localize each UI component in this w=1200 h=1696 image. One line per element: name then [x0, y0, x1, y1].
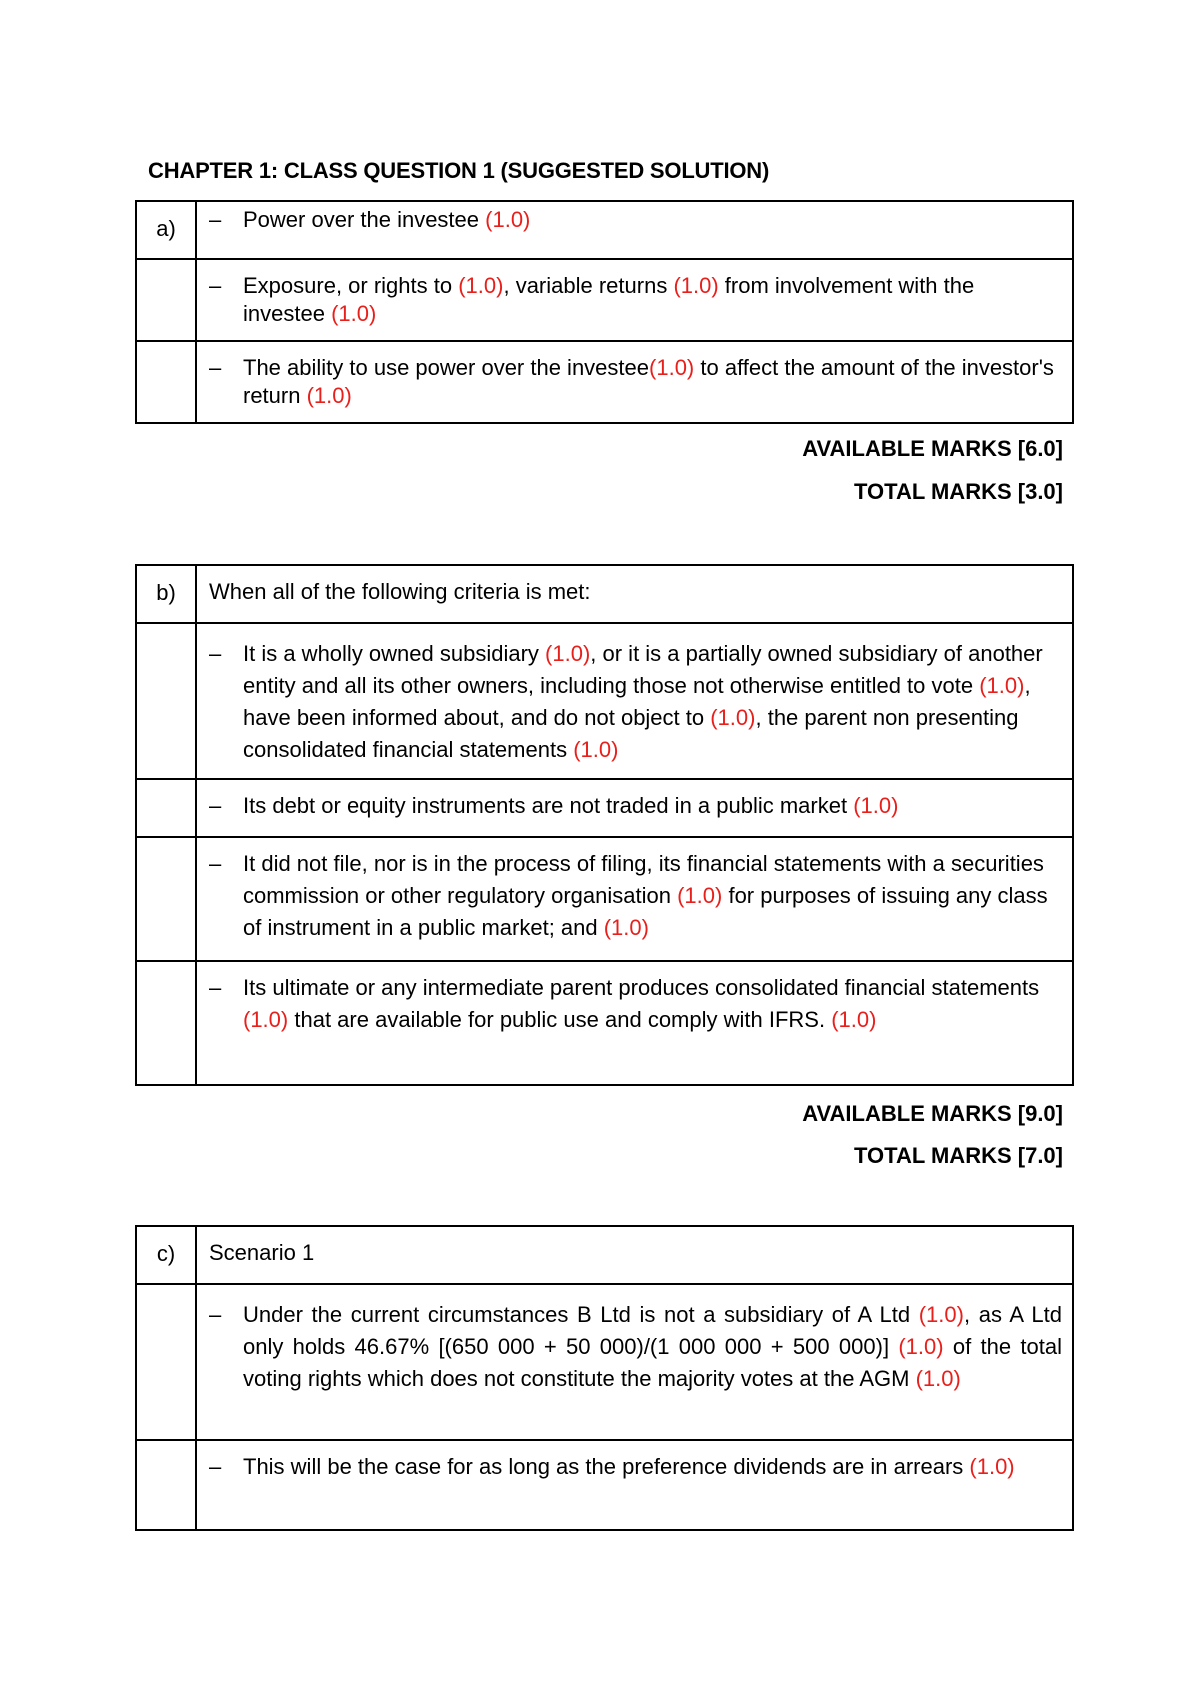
text-segment: of the total voting rights which does not constitute the majority votes at the AGM: [243, 1334, 1062, 1391]
mark-value: (1.0): [573, 737, 619, 762]
section-c-row-1: [136, 1284, 1073, 1440]
section-c-table: [135, 1225, 1074, 1531]
section-b-item-1: [196, 623, 1073, 779]
text-segment: , as A Ltd only holds 46.67% [(650 000 + 50 000)/(1 000 000 + 500 000)]: [243, 1302, 1063, 1359]
section-a-item-2: [196, 259, 1073, 341]
section-a-item-1: [196, 201, 1073, 259]
section-b-item-2-text: [243, 790, 898, 822]
section-b-table: [135, 564, 1074, 1086]
section-a-row-2: [136, 259, 1073, 341]
dash: –: [209, 355, 222, 380]
section-a-row-1: [136, 201, 1073, 259]
dash: –: [209, 975, 222, 1000]
mark-value: (1.0): [306, 383, 352, 408]
text-segment: that are available for public use and comply with IFRS.: [288, 1007, 832, 1032]
mark-value: (1.0): [915, 1366, 961, 1391]
section-a-table: [135, 200, 1074, 424]
mark-value: (1.0): [979, 673, 1025, 698]
dash: –: [209, 207, 222, 232]
section-b-row-3: [136, 837, 1073, 961]
text-segment: for purposes of issuing any class of instrument in a public market; and: [243, 883, 1048, 940]
section-c-item-2: [196, 1440, 1073, 1530]
section-b-item-1-text: [243, 638, 1062, 766]
section-a-row-3: [136, 341, 1073, 423]
text-segment: Under the current circumstances B Ltd is not a subsidiary of A Ltd: [243, 1302, 919, 1327]
section-a-available-marks: AVAILABLE MARKS [6.0]: [802, 436, 1063, 461]
text-segment: Exposure, or rights to: [243, 273, 459, 298]
text-segment: It did not file, nor is in the process of filing, its financial statements with a securities commission or other regulatory organisation: [243, 851, 1044, 908]
section-a-item-1-text: [243, 204, 530, 236]
section-a-item-3-text: [243, 354, 1062, 410]
section-a-label: a): [136, 201, 196, 259]
mark-value: (1.0): [831, 1007, 877, 1032]
section-b-item-4-text: [243, 972, 1062, 1036]
section-c-item-2-text: [243, 1451, 1015, 1483]
section-b-row-2: [136, 779, 1073, 837]
section-c-item-1: [196, 1284, 1073, 1440]
text-segment: from involvement with the investee: [243, 273, 975, 326]
section-b-row-4: [136, 961, 1073, 1085]
section-b-item-2: [196, 779, 1073, 837]
text-segment: Its debt or equity instruments are not traded in a public market: [243, 793, 854, 818]
section-a-item-2-text: [243, 272, 1062, 328]
section-b-label: b): [136, 565, 196, 623]
dash: –: [209, 273, 222, 298]
text-segment: The ability to use power over the investee: [243, 355, 650, 380]
text-segment: Power over the investee: [243, 207, 486, 232]
section-a-item-3: [196, 341, 1073, 423]
mark-value: (1.0): [649, 355, 695, 380]
dash: –: [209, 1454, 222, 1479]
mark-value: (1.0): [458, 273, 504, 298]
text-segment: , variable returns: [503, 273, 674, 298]
mark-value: (1.0): [243, 1007, 289, 1032]
section-c-item-1-text: [243, 1299, 1062, 1395]
text-segment: , or it is a partially owned subsidiary of another entity and all its other owners, including those not otherwise entitled to vote: [243, 641, 1043, 698]
section-c-label: c): [136, 1226, 196, 1284]
mark-value: (1.0): [545, 641, 591, 666]
mark-value: (1.0): [603, 915, 649, 940]
section-a-total-marks: TOTAL MARKS [3.0]: [853, 479, 1063, 504]
mark-value: (1.0): [331, 301, 377, 326]
mark-value: (1.0): [898, 1334, 944, 1359]
mark-value: (1.0): [969, 1454, 1015, 1479]
mark-value: (1.0): [673, 273, 719, 298]
section-b-total-marks: TOTAL MARKS [7.0]: [853, 1143, 1063, 1168]
mark-value: (1.0): [853, 793, 899, 818]
text-segment: Its ultimate or any intermediate parent produces consolidated financial statements: [243, 975, 1040, 1000]
section-c-row-2: [136, 1440, 1073, 1530]
text-segment: , have been informed about, and do not object to: [243, 673, 1031, 730]
mark-value: (1.0): [485, 207, 531, 232]
section-c-heading-row: [136, 1226, 1073, 1284]
section-b-item-3: [196, 837, 1073, 961]
dash: –: [209, 641, 222, 666]
section-c-heading: Scenario 1: [196, 1226, 1073, 1284]
section-b-available-marks: AVAILABLE MARKS [9.0]: [802, 1101, 1063, 1126]
text-segment: This will be the case for as long as the preference dividends are in arrears: [243, 1454, 970, 1479]
mark-value: (1.0): [677, 883, 723, 908]
dash: –: [209, 793, 222, 818]
text-segment: to affect the amount of the investor's return: [243, 355, 1054, 408]
dash: –: [209, 851, 222, 876]
text-segment: It is a wholly owned subsidiary: [243, 641, 546, 666]
mark-value: (1.0): [710, 705, 756, 730]
section-b-item-4: [196, 961, 1073, 1085]
mark-value: (1.0): [918, 1302, 964, 1327]
section-b-heading-row: [136, 565, 1073, 623]
page-title: CHAPTER 1: CLASS QUESTION 1 (SUGGESTED SOLUTION): [148, 158, 770, 183]
section-b-row-1: [136, 623, 1073, 779]
text-segment: , the parent non presenting consolidated financial statements: [243, 705, 1019, 762]
dash: –: [209, 1302, 222, 1327]
section-b-heading: When all of the following criteria is met:: [196, 565, 1073, 623]
section-b-item-3-text: [243, 848, 1062, 944]
